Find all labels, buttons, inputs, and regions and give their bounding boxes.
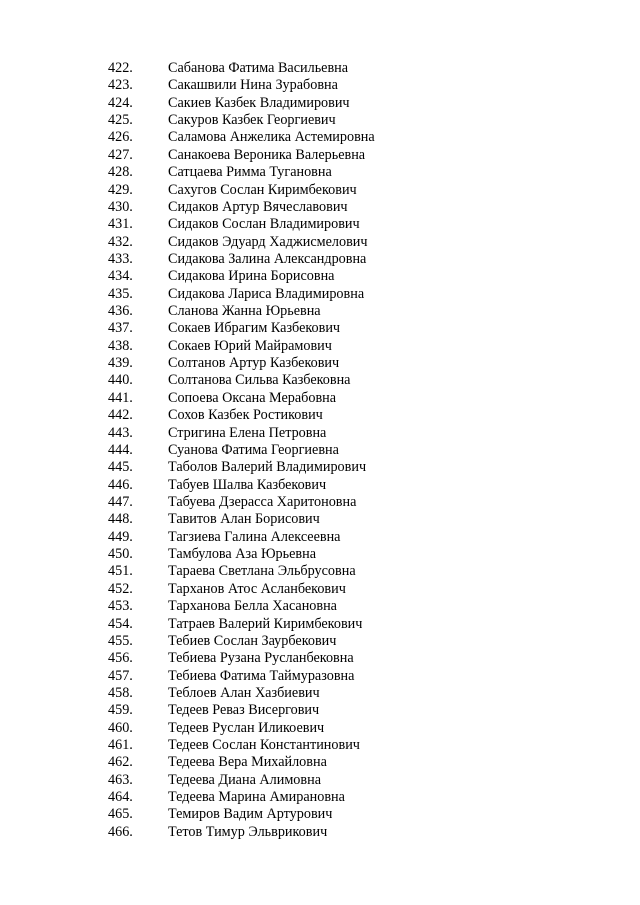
list-item xyxy=(108,182,588,199)
list-item xyxy=(108,598,588,615)
row-number: 442. xyxy=(108,407,133,424)
list-item xyxy=(108,459,588,476)
list-item xyxy=(108,477,588,494)
person-name: Таболов Валерий Владимирович xyxy=(168,459,367,476)
row-number: 435. xyxy=(108,285,133,302)
person-name: Сакуров Казбек Георгиевич xyxy=(168,112,336,129)
person-name: Сокаев Ибрагим Казбекович xyxy=(168,320,341,337)
list-item xyxy=(108,164,588,181)
person-name: Тарханов Атос Асланбекович xyxy=(168,580,346,597)
row-number: 439. xyxy=(108,355,133,372)
list-item xyxy=(108,147,588,164)
list-item xyxy=(108,720,588,737)
list-item xyxy=(108,806,588,823)
person-name: Сидакова Залина Александровна xyxy=(168,250,367,267)
person-name: Сакашвили Нина Зурабовна xyxy=(168,77,338,94)
row-number: 443. xyxy=(108,424,133,441)
person-name: Тараева Светлана Эльбрусовна xyxy=(168,563,356,580)
person-name: Тетов Тимур Эльврикович xyxy=(168,823,328,840)
list-item xyxy=(108,216,588,233)
list-item xyxy=(108,650,588,667)
list-item xyxy=(108,425,588,442)
person-name: Сокаев Юрий Майрамович xyxy=(168,337,332,354)
row-number: 429. xyxy=(108,181,133,198)
list-item xyxy=(108,60,588,77)
row-number: 464. xyxy=(108,789,133,806)
row-number: 426. xyxy=(108,129,133,146)
row-number: 451. xyxy=(108,563,133,580)
person-name: Суанова Фатима Георгиевна xyxy=(168,441,339,458)
person-name: Табуева Дзерасса Харитоновна xyxy=(168,493,357,510)
list-item xyxy=(108,546,588,563)
list-item xyxy=(108,234,588,251)
person-name: Сидакова Ирина Борисовна xyxy=(168,268,335,285)
row-number: 427. xyxy=(108,146,133,163)
person-name: Сатцаева Римма Тугановна xyxy=(168,164,332,181)
list-item xyxy=(108,737,588,754)
person-name: Сланова Жанна Юрьевна xyxy=(168,303,321,320)
person-name: Тарханова Белла Хасановна xyxy=(168,598,337,615)
row-number: 434. xyxy=(108,268,133,285)
person-name: Тедеев Реваз Висергович xyxy=(168,702,320,719)
person-name: Тебиев Сослан Заурбекович xyxy=(168,632,337,649)
row-number: 432. xyxy=(108,233,133,250)
person-name: Тедеев Руслан Иликоевич xyxy=(168,719,325,736)
list-item xyxy=(108,355,588,372)
person-name: Татраев Валерий Киримбекович xyxy=(168,615,363,632)
list-item xyxy=(108,320,588,337)
person-name: Табуев Шалва Казбекович xyxy=(168,476,327,493)
person-name: Сидакова Лариса Владимировна xyxy=(168,285,365,302)
row-number: 423. xyxy=(108,77,133,94)
row-number: 447. xyxy=(108,493,133,510)
row-number: 424. xyxy=(108,94,133,111)
row-number: 444. xyxy=(108,441,133,458)
row-number: 428. xyxy=(108,164,133,181)
row-number: 456. xyxy=(108,650,133,667)
person-name: Солтанов Артур Казбекович xyxy=(168,355,340,372)
list-item xyxy=(108,251,588,268)
list-item xyxy=(108,702,588,719)
row-number: 449. xyxy=(108,528,133,545)
person-name: Сидаков Артур Вячеславович xyxy=(168,198,348,215)
list-item xyxy=(108,129,588,146)
row-number: 453. xyxy=(108,598,133,615)
person-name: Сакиев Казбек Владимирович xyxy=(168,94,350,111)
row-number: 457. xyxy=(108,667,133,684)
list-item xyxy=(108,494,588,511)
row-number: 445. xyxy=(108,459,133,476)
list-item xyxy=(108,616,588,633)
person-name: Тебиева Фатима Таймуразовна xyxy=(168,667,355,684)
row-number: 441. xyxy=(108,389,133,406)
row-number: 438. xyxy=(108,337,133,354)
person-name: Сохов Казбек Ростикович xyxy=(168,407,323,424)
row-number: 446. xyxy=(108,476,133,493)
person-name: Сахугов Сослан Киримбекович xyxy=(168,181,357,198)
list-item xyxy=(108,563,588,580)
row-number: 448. xyxy=(108,511,133,528)
row-number: 450. xyxy=(108,546,133,563)
list-item xyxy=(108,199,588,216)
row-number: 436. xyxy=(108,303,133,320)
person-name: Стригина Елена Петровна xyxy=(168,424,327,441)
list-item xyxy=(108,633,588,650)
row-number: 431. xyxy=(108,216,133,233)
person-name: Тедеева Вера Михайловна xyxy=(168,754,327,771)
person-name: Тедеева Марина Амирановна xyxy=(168,789,345,806)
list-item xyxy=(108,390,588,407)
person-name: Тагзиева Галина Алексеевна xyxy=(168,528,341,545)
list-item xyxy=(108,407,588,424)
list-item xyxy=(108,303,588,320)
row-number: 452. xyxy=(108,580,133,597)
row-number: 422. xyxy=(108,60,133,76)
row-number: 459. xyxy=(108,702,133,719)
row-number: 460. xyxy=(108,719,133,736)
list-item xyxy=(108,372,588,389)
row-number: 425. xyxy=(108,112,133,129)
person-name: Саламова Анжелика Астемировна xyxy=(168,129,375,146)
row-number: 458. xyxy=(108,684,133,701)
row-number: 433. xyxy=(108,250,133,267)
list-item xyxy=(108,112,588,129)
name-list xyxy=(108,60,588,841)
person-name: Солтанова Сильва Казбековна xyxy=(168,372,351,389)
row-number: 454. xyxy=(108,615,133,632)
person-name: Тедеев Сослан Константинович xyxy=(168,737,360,754)
row-number: 430. xyxy=(108,198,133,215)
row-number: 440. xyxy=(108,372,133,389)
person-name: Сопоева Оксана Мерабовна xyxy=(168,389,337,406)
list-item xyxy=(108,754,588,771)
row-number: 465. xyxy=(108,806,133,823)
person-name: Тедеева Диана Алимовна xyxy=(168,771,321,788)
person-name: Тамбулова Аза Юрьевна xyxy=(168,546,316,563)
person-name: Санакоева Вероника Валерьевна xyxy=(168,146,366,163)
person-name: Сабанова Фатима Васильевна xyxy=(168,60,349,76)
list-item xyxy=(108,338,588,355)
person-name: Тебиева Рузана Русланбековна xyxy=(168,650,354,667)
list-item xyxy=(108,77,588,94)
list-item xyxy=(108,824,588,841)
row-number: 462. xyxy=(108,754,133,771)
row-number: 463. xyxy=(108,771,133,788)
list-item xyxy=(108,581,588,598)
list-item xyxy=(108,268,588,285)
person-name: Сидаков Эдуард Хаджисмелович xyxy=(168,233,368,250)
row-number: 455. xyxy=(108,632,133,649)
list-item xyxy=(108,442,588,459)
person-name: Теблоев Алан Хазбиевич xyxy=(168,684,320,701)
list-item xyxy=(108,529,588,546)
list-item xyxy=(108,511,588,528)
list-item xyxy=(108,772,588,789)
row-number: 466. xyxy=(108,823,133,840)
person-name: Темиров Вадим Артурович xyxy=(168,806,333,823)
person-name: Сидаков Сослан Владимирович xyxy=(168,216,360,233)
list-item xyxy=(108,286,588,303)
row-number: 437. xyxy=(108,320,133,337)
list-item xyxy=(108,685,588,702)
row-number: 461. xyxy=(108,737,133,754)
list-item xyxy=(108,789,588,806)
list-item xyxy=(108,95,588,112)
person-name: Тавитов Алан Борисович xyxy=(168,511,320,528)
list-item xyxy=(108,668,588,685)
